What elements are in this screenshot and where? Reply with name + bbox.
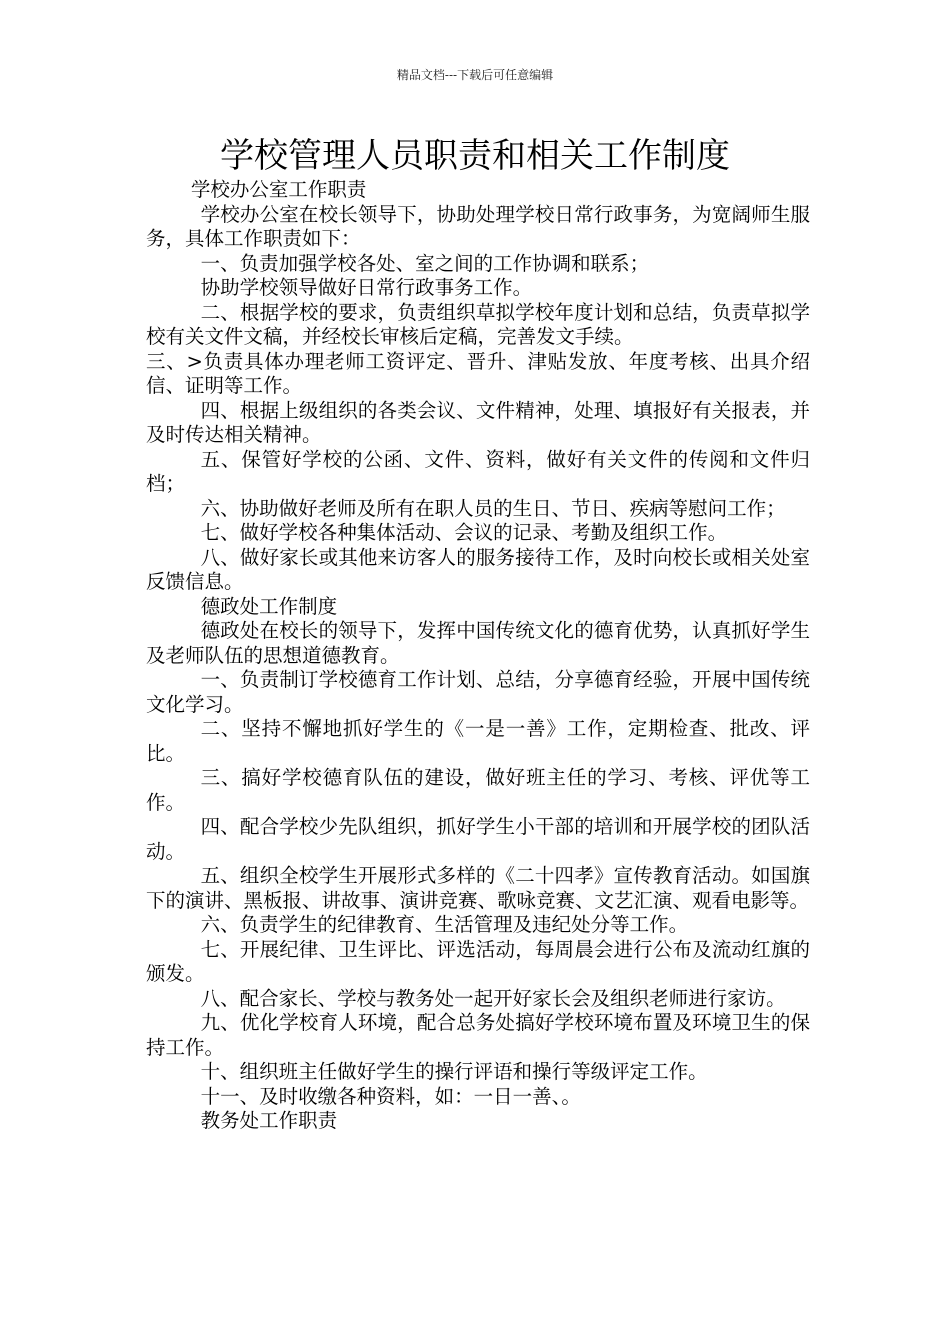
paragraph: 四、配合学校少先队组织，抓好学生小干部的培训和开展学校的团队活动。 <box>146 815 810 863</box>
section-heading-moral: 德政处工作制度 <box>200 594 338 618</box>
paragraph: 七、开展纪律、卫生评比、评选活动，每周晨会进行公布及流动红旗的颁发。 <box>146 937 810 985</box>
section-heading-academic: 教务处工作职责 <box>200 1109 338 1132</box>
paragraph: 一、负责制订学校德育工作计划、总结，分享德育经验，开展中国传统文化学习。 <box>146 668 810 716</box>
document-body <box>146 178 810 1134</box>
paragraph: 六、协助做好老师及所有在职人员的生日、节日、疾病等慰问工作； <box>200 496 786 520</box>
paragraph: 三、搞好学校德育队伍的建设，做好班主任的学习、考核、评优等工作。 <box>146 766 810 814</box>
section-heading-office: 学校办公室工作职责 <box>190 178 367 201</box>
paragraph: 五、组织全校学生开展形式多样的《二十四孝》宣传教育活动。如国旗下的演讲、黑板报、讲故事、演讲竞赛、歌咏竞赛、文艺汇演、观看电影等。 <box>146 864 810 912</box>
paragraph: 一、负责加强学校各处、室之间的工作协调和联系； <box>200 251 650 275</box>
paragraph: 十、组织班主任做好学生的操行评语和操行等级评定工作。 <box>200 1060 708 1083</box>
paragraph: 十一、及时收缴各种资料，如：一日一善、。 <box>200 1084 581 1108</box>
paragraph: 德政处在校长的领导下，发挥中国传统文化的德育优势，认真抓好学生及老师队伍的思想道德教育。 <box>146 619 810 667</box>
paragraph: 四、根据上级组织的各类会议、文件精神，处理、填报好有关报表，并及时传达相关精神。 <box>146 398 810 446</box>
header-watermark: 精品文档---下载后可任意编辑 <box>396 68 554 82</box>
paragraph: 八、配合家长、学校与教务处一起开好家长会及组织老师进行家访。 <box>200 986 786 1010</box>
paragraph: 三、>负责具体办理老师工资评定、晋升、津贴发放、年度考核、出具介绍信、证明等工作。 <box>146 349 810 397</box>
paragraph: 六、负责学生的纪律教育、生活管理及违纪处分等工作。 <box>200 913 689 936</box>
paragraph: 二、根据学校的要求，负责组织草拟学校年度计划和总结，负责草拟学校有关文件文稿，并经校长审核后定稿，完善发文手续。 <box>146 300 810 348</box>
paragraph: 学校办公室在校长领导下，协助处理学校日常行政事务，为宽阔师生服务，具体工作职责如下： <box>146 202 810 250</box>
paragraph: 协助学校领导做好日常行政事务工作。 <box>200 276 533 299</box>
document-title: 学校管理人员职责和相关工作制度 <box>220 136 730 176</box>
paragraph: 九、优化学校育人环境，配合总务处搞好学校环境布置及环境卫生的保持工作。 <box>146 1011 810 1059</box>
paragraph: 五、保管好学校的公函、文件、资料，做好有关文件的传阅和文件归档； <box>146 447 810 495</box>
paragraph: 七、做好学校各种集体活动、会议的记录、考勤及组织工作。 <box>200 521 728 544</box>
paragraph: 八、做好家长或其他来访客人的服务接待工作，及时向校长或相关处室反馈信息。 <box>146 545 810 593</box>
paragraph: 二、坚持不懈地抓好学生的《一是一善》工作，定期检查、批改、评比。 <box>146 717 810 765</box>
